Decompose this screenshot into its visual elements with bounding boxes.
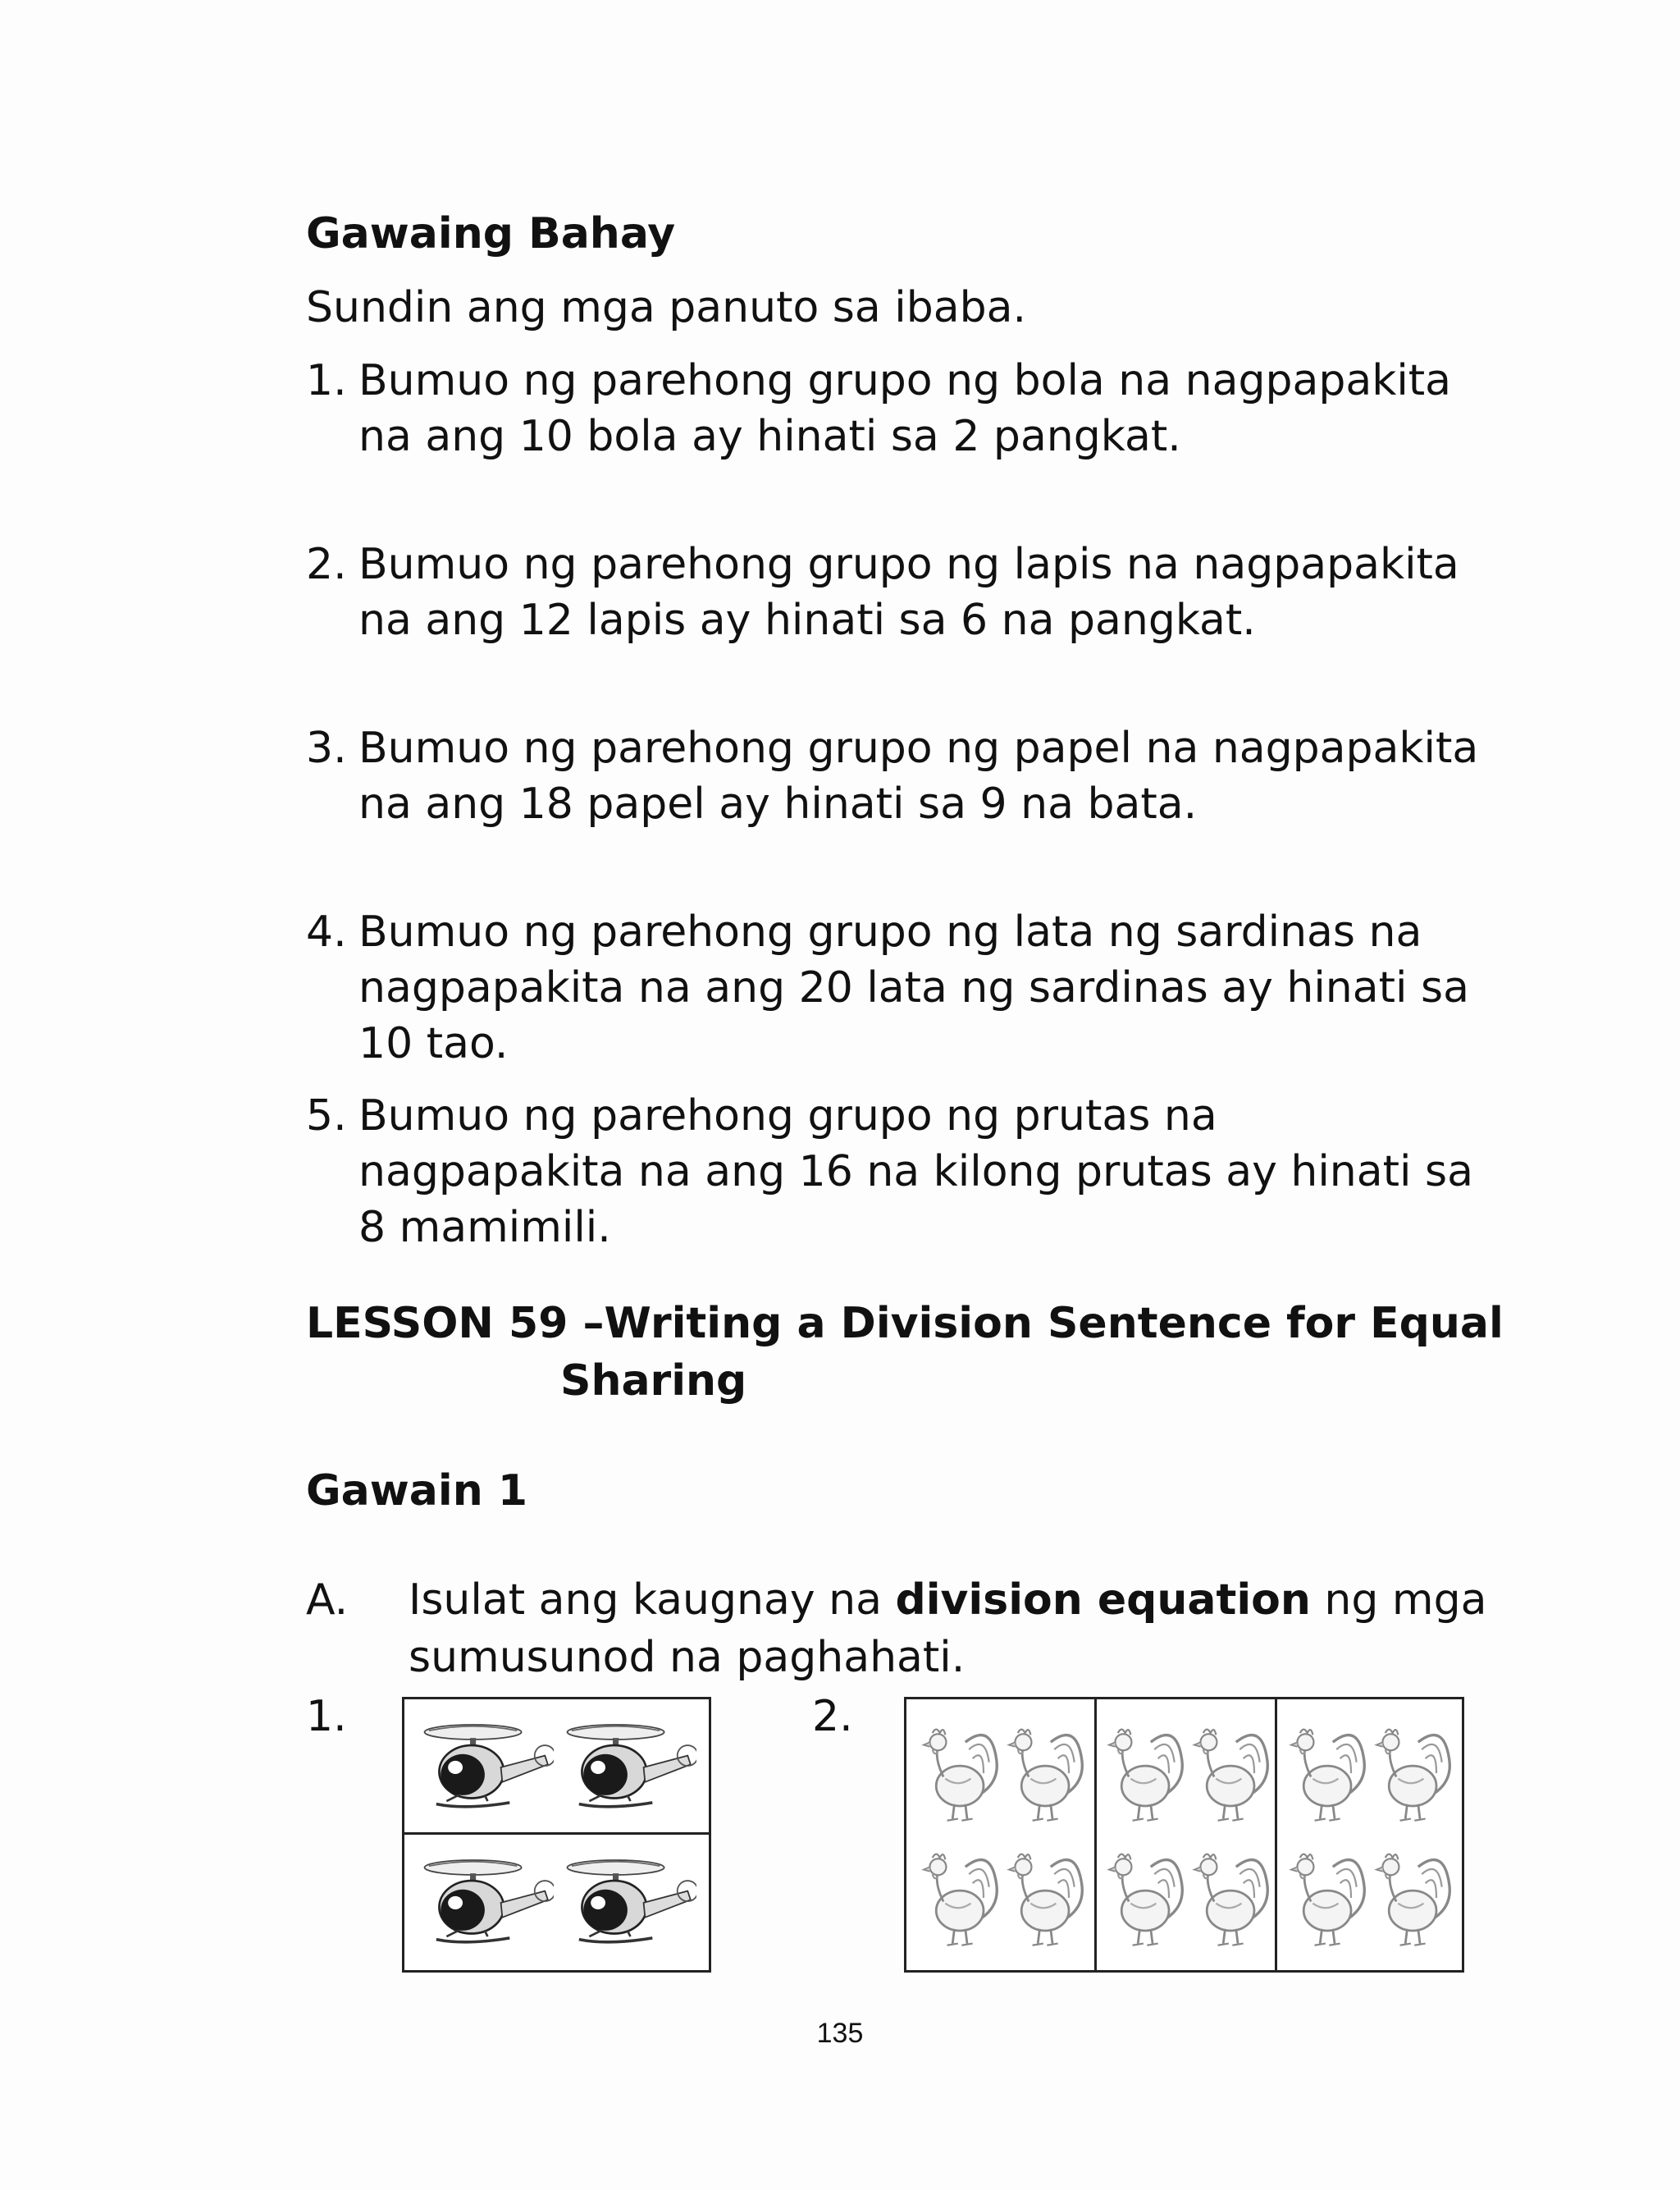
exercise-2-picture-box	[904, 1697, 1464, 1973]
rooster-icon	[1003, 1840, 1085, 1955]
rooster-icon	[1371, 1716, 1453, 1831]
list-item	[306, 1088, 1487, 1255]
helicopter-icon	[557, 1845, 696, 1959]
group-1	[906, 1699, 1097, 1970]
list-item	[306, 720, 1487, 832]
list-item-number: 5.	[306, 1091, 347, 1141]
rooster-icon	[1285, 1716, 1367, 1831]
list-item-text: Bumuo ng parehong grupo ng bola na nagpapakita na ang 10 bola ay hinati sa 2 pangkat.	[358, 356, 1452, 461]
list-item-number: 4.	[306, 908, 347, 957]
rooster-icon	[1103, 1716, 1185, 1831]
list-item-text: Bumuo ng parehong grupo ng papel na nagpapakita na ang 18 papel ay hinati sa 9 na bata.	[358, 724, 1479, 829]
group-2	[404, 1835, 709, 1970]
list-item-number: 1.	[306, 356, 347, 405]
rooster-icon	[1003, 1716, 1085, 1831]
rooster-icon	[1189, 1716, 1271, 1831]
rooster-icon	[1285, 1840, 1367, 1955]
section-title-gawaing-bahay: Gawaing Bahay	[306, 209, 676, 258]
rooster-icon	[1103, 1840, 1185, 1955]
exercise-2-number: 2.	[812, 1692, 853, 1741]
section-title-gawain-1: Gawain 1	[306, 1466, 528, 1516]
group-3	[1277, 1699, 1462, 1970]
list-item	[306, 353, 1487, 464]
group-1	[404, 1699, 709, 1835]
rooster-icon	[1371, 1840, 1453, 1955]
exercise-1-number: 1.	[306, 1692, 347, 1741]
part-a-text: Isulat ang kaugnay na division equation ng mga sumusunod na paghahati.	[409, 1575, 1487, 1682]
list-item-number: 3.	[306, 724, 347, 773]
lesson-title-line2: Sharing	[560, 1356, 747, 1406]
list-item	[306, 904, 1487, 1072]
exercise-1-picture-box	[402, 1697, 711, 1973]
list-item-number: 2.	[306, 540, 347, 589]
helicopter-icon	[414, 1709, 554, 1824]
list-item-text: Bumuo ng parehong grupo ng prutas na nagpapakita na ang 16 na kilong prutas ay hinati sa 8 mamimili.	[358, 1091, 1473, 1252]
list-item	[306, 537, 1487, 648]
part-a-instruction	[306, 1571, 1520, 1686]
list-item-text: Bumuo ng parehong grupo ng lapis na nagpapakita na ang 12 lapis ay hinati sa 6 na pangkat.	[358, 540, 1459, 645]
list-item-text: Bumuo ng parehong grupo ng lata ng sardinas na nagpapakita na ang 20 lata ng sardinas ay hinati sa 10 tao.	[358, 908, 1469, 1068]
page-number: 135	[816, 2018, 864, 2049]
instruction-text: Sundin ang mga panuto sa ibaba.	[306, 283, 1027, 332]
rooster-icon	[1189, 1840, 1271, 1955]
rooster-icon	[918, 1840, 1000, 1955]
lesson-title	[306, 1295, 1536, 1410]
group-2	[1097, 1699, 1277, 1970]
helicopter-icon	[557, 1709, 696, 1824]
lesson-title-line1: LESSON 59 –Writing a Division Sentence for Equal	[306, 1299, 1504, 1348]
part-a-letter: A.	[306, 1575, 349, 1625]
division-equation-keyword: division equation	[895, 1575, 1311, 1625]
helicopter-icon	[414, 1845, 554, 1959]
rooster-icon	[918, 1716, 1000, 1831]
